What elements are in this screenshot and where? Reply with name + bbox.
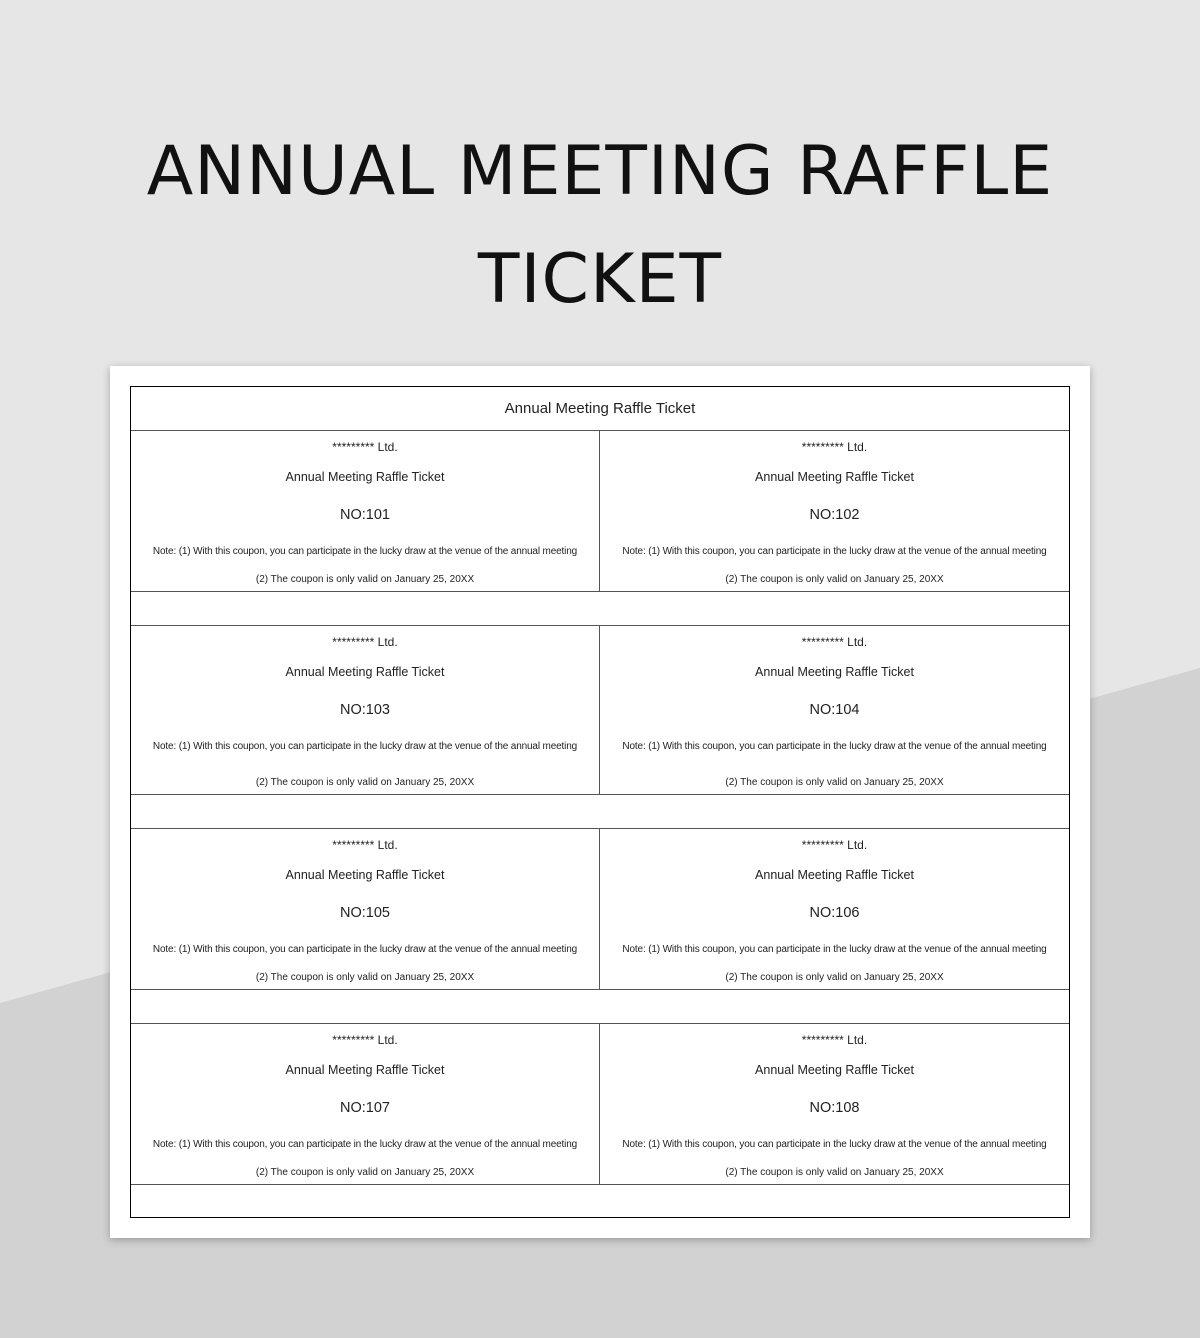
ticket-note-2: (2) The coupon is only valid on January 25, 20XX — [255, 574, 475, 585]
page-title-line-2: TICKET — [477, 240, 723, 319]
ticket-number: NO:102 — [809, 507, 860, 523]
company-name: ********* Ltd. — [801, 440, 868, 454]
ticket-number: NO:103 — [340, 702, 390, 718]
company-name: ********* Ltd. — [801, 838, 868, 852]
ticket-note-2: (2) The coupon is only valid on January 25, 20XX — [725, 574, 944, 585]
ticket-note-1: Note: (1) With this coupon, you can participate in the lucky draw at the venue of the annual meeting — [152, 546, 578, 557]
ticket-row — [131, 1024, 1069, 1185]
company-name: ********* Ltd. — [332, 1033, 398, 1047]
ticket-title: Annual Meeting Raffle Ticket — [755, 1063, 914, 1077]
ticket-title: Annual Meeting Raffle Ticket — [285, 868, 445, 882]
ticket-row — [131, 431, 1069, 592]
ticket-cell[interactable] — [600, 1024, 1069, 1185]
ticket-number: NO:106 — [809, 905, 860, 921]
ticket-number: NO:105 — [340, 905, 390, 921]
ticket-note-2: (2) The coupon is only valid on January 25, 20XX — [255, 1167, 475, 1178]
ticket-note-2: (2) The coupon is only valid on January 25, 20XX — [725, 1167, 944, 1178]
ticket-title: Annual Meeting Raffle Ticket — [755, 470, 914, 484]
ticket-row — [131, 829, 1069, 990]
ticket-title: Annual Meeting Raffle Ticket — [285, 470, 445, 484]
ticket-cell[interactable] — [600, 626, 1069, 795]
ticket-note-2: (2) The coupon is only valid on January 25, 20XX — [725, 777, 944, 788]
company-name: ********* Ltd. — [801, 635, 868, 649]
ticket-cell[interactable] — [131, 431, 600, 592]
ticket-note-2: (2) The coupon is only valid on January 25, 20XX — [255, 777, 475, 788]
ticket-cell[interactable] — [600, 431, 1069, 592]
ticket-note-2: (2) The coupon is only valid on January 25, 20XX — [255, 972, 475, 983]
ticket-title: Annual Meeting Raffle Ticket — [755, 665, 914, 679]
company-name: ********* Ltd. — [332, 635, 398, 649]
spacer-row — [131, 592, 1069, 626]
ticket-note-1: Note: (1) With this coupon, you can participate in the lucky draw at the venue of the annual meeting — [622, 944, 1047, 955]
ticket-note-1: Note: (1) With this coupon, you can participate in the lucky draw at the venue of the annual meeting — [622, 546, 1047, 557]
company-name: ********* Ltd. — [332, 440, 398, 454]
ticket-row — [131, 626, 1069, 795]
company-name: ********* Ltd. — [332, 838, 398, 852]
ticket-title: Annual Meeting Raffle Ticket — [285, 665, 445, 679]
ticket-sheet — [110, 366, 1090, 1238]
ticket-cell[interactable] — [131, 829, 600, 990]
ticket-cell[interactable] — [131, 626, 600, 795]
ticket-title: Annual Meeting Raffle Ticket — [285, 1063, 445, 1077]
spacer-row — [131, 795, 1069, 829]
sheet-header: Annual Meeting Raffle Ticket — [131, 387, 1069, 431]
ticket-number: NO:104 — [809, 702, 860, 718]
spacer-row — [131, 990, 1069, 1024]
page-title — [0, 118, 1200, 334]
ticket-note-1: Note: (1) With this coupon, you can participate in the lucky draw at the venue of the annual meeting — [152, 944, 578, 955]
ticket-note-2: (2) The coupon is only valid on January 25, 20XX — [725, 972, 944, 983]
ticket-title: Annual Meeting Raffle Ticket — [755, 868, 914, 882]
company-name: ********* Ltd. — [801, 1033, 868, 1047]
ticket-note-1: Note: (1) With this coupon, you can participate in the lucky draw at the venue of the annual meeting — [152, 741, 578, 752]
ticket-table — [130, 386, 1070, 1218]
ticket-number: NO:107 — [340, 1100, 390, 1116]
ticket-number: NO:108 — [809, 1100, 860, 1116]
ticket-number: NO:101 — [340, 507, 390, 523]
ticket-cell[interactable] — [600, 829, 1069, 990]
ticket-note-1: Note: (1) With this coupon, you can participate in the lucky draw at the venue of the annual meeting — [622, 1139, 1047, 1150]
ticket-note-1: Note: (1) With this coupon, you can participate in the lucky draw at the venue of the annual meeting — [152, 1139, 578, 1150]
ticket-note-1: Note: (1) With this coupon, you can participate in the lucky draw at the venue of the annual meeting — [622, 741, 1047, 752]
page-title-line-1: ANNUAL MEETING RAFFLE — [146, 132, 1054, 211]
ticket-cell[interactable] — [131, 1024, 600, 1185]
